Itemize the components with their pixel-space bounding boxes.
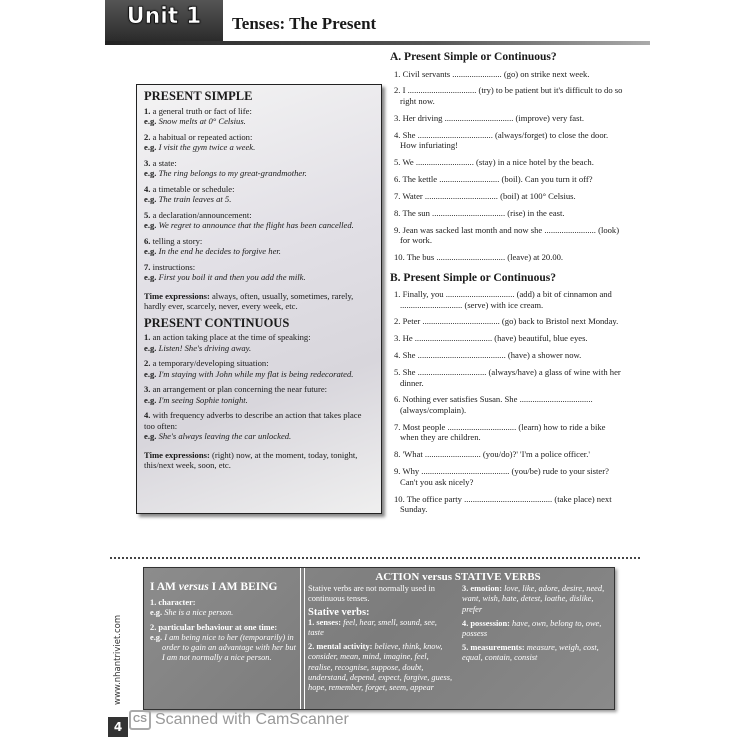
rule-example bbox=[144, 272, 374, 283]
exercise-item bbox=[390, 225, 625, 246]
eg-label: e.g. bbox=[150, 608, 163, 618]
exercise-a bbox=[390, 52, 625, 263]
am-being-list bbox=[150, 598, 298, 663]
rule-item bbox=[144, 158, 374, 179]
item-text: I ................................ (try) to be patient but it's difficult to do so right now. bbox=[400, 85, 623, 106]
item-text: The sun .................................. (rise) in the east. bbox=[402, 207, 565, 218]
stative-title: ACTION versus STATIVE VERBS bbox=[375, 571, 541, 583]
time-text: always, often, usually, sometimes, rarely, hardly ever, scarcely, never, every week, etc. bbox=[144, 290, 354, 311]
item-number: 1. bbox=[150, 598, 157, 608]
exercise-item bbox=[390, 85, 625, 106]
unit-label: Unit 1 bbox=[126, 4, 202, 29]
exercise-item bbox=[390, 289, 625, 310]
eg-label: e.g. bbox=[144, 168, 157, 178]
item-text: Why ......................................... (you/be) rude to your sister? Can't you ask nicely? bbox=[400, 466, 609, 487]
rule-description bbox=[144, 184, 374, 195]
rule-number: 7. bbox=[144, 261, 151, 272]
exercises-column bbox=[390, 52, 625, 525]
item-number: 10. bbox=[394, 252, 405, 263]
rule-text: a temporary/developing situation: bbox=[152, 358, 269, 368]
stative-verbs: have, own, belong to, owe, possess bbox=[462, 618, 602, 639]
time-label: Time expressions: bbox=[144, 290, 210, 301]
stative-verbs: feel, hear, smell, sound, see, taste bbox=[308, 617, 437, 638]
eg-label: e.g. bbox=[144, 342, 157, 353]
rule-example bbox=[144, 343, 374, 354]
website-url: www.nhantriviet.com bbox=[113, 614, 123, 705]
item-text: He .................................... (have) beautiful, blue eyes. bbox=[402, 333, 588, 344]
item-text: Nothing ever satisfies Susan. She .................................. (always/complain). bbox=[400, 394, 593, 415]
camscanner-logo-icon: CS bbox=[129, 710, 151, 730]
eg-label: e.g. bbox=[144, 142, 157, 152]
exercise-item bbox=[390, 316, 625, 327]
item-text: Finally, you ................................ (add) a bit of cinnamon and ............................. (serve) with ice cream. bbox=[400, 289, 612, 310]
rule-number: 2. bbox=[144, 358, 151, 368]
item-text: She ................................... (always/forget) to close the door. How infuriating! bbox=[400, 129, 609, 151]
example-text: Snow melts at 0° Celsius. bbox=[158, 116, 246, 126]
exercise-item bbox=[390, 449, 625, 460]
item-text: The kettle ............................ (boil). Can you turn it off? bbox=[402, 173, 593, 184]
grammar-rules-box bbox=[136, 84, 382, 514]
stative-column-2 bbox=[462, 584, 608, 697]
am-vs-am-being-panel bbox=[150, 582, 298, 667]
stative-intro: Stative verbs are not normally used in continuous tenses. bbox=[308, 584, 435, 604]
item-example bbox=[150, 608, 298, 618]
example-text: Listen! She's driving away. bbox=[158, 342, 252, 353]
item-number: 2. bbox=[150, 622, 157, 632]
rule-number: 4. bbox=[144, 410, 151, 420]
stative-category: 1. senses: bbox=[308, 617, 342, 627]
present-continuous-heading: PRESENT CONTINUOUS bbox=[144, 315, 290, 330]
stative-list-1 bbox=[308, 618, 454, 693]
rule-description bbox=[144, 236, 374, 247]
rule-number: 4. bbox=[144, 183, 151, 194]
rule-text: a declaration/announcement: bbox=[152, 209, 252, 220]
example-text: First you boil it and then you add the milk. bbox=[158, 272, 306, 282]
exercise-item bbox=[390, 394, 625, 415]
example-text: I'm seeing Sophie tonight. bbox=[158, 394, 248, 405]
item-number: 4. bbox=[394, 129, 401, 140]
am-being-heading bbox=[150, 582, 298, 592]
item-example bbox=[150, 633, 298, 664]
item-number: 8. bbox=[394, 449, 401, 460]
rule-item bbox=[144, 358, 374, 379]
item-text: 'What .......................... (you/do)?' 'I'm a police officer.' bbox=[402, 449, 590, 460]
item-text: We ........................... (stay) in a nice hotel by the beach. bbox=[402, 157, 594, 168]
exercise-item bbox=[390, 333, 625, 344]
rule-description bbox=[144, 210, 374, 221]
rule-text: an action taking place at the time of speaking: bbox=[152, 332, 311, 342]
rule-description bbox=[144, 132, 374, 143]
stative-item bbox=[462, 584, 608, 615]
rule-text: instructions: bbox=[152, 261, 196, 272]
rule-text: telling a story: bbox=[152, 235, 203, 246]
eg-label: e.g. bbox=[144, 194, 157, 204]
dotted-divider bbox=[110, 557, 640, 559]
item-label-text: particular behaviour at one time: bbox=[158, 622, 278, 632]
example-text: The ring belongs to my great-grandmother. bbox=[158, 168, 307, 178]
rule-number: 1. bbox=[144, 105, 151, 116]
rule-example bbox=[144, 395, 374, 406]
exercise-a-list bbox=[390, 69, 625, 263]
stative-category: 4. possession: bbox=[462, 618, 510, 628]
rule-text: with frequency adverbs to describe an action that takes place too often: bbox=[144, 410, 362, 431]
rule-item bbox=[144, 410, 374, 442]
eg-label: e.g. bbox=[144, 116, 157, 126]
rule-item bbox=[144, 236, 374, 257]
item-label bbox=[150, 623, 298, 633]
rule-item bbox=[144, 384, 374, 405]
example-text: I'm staying with John while my flat is being redecorated. bbox=[158, 368, 354, 379]
stative-category: 2. mental activity: bbox=[308, 642, 373, 652]
exercise-item bbox=[390, 350, 625, 361]
item-number: 6. bbox=[394, 173, 401, 184]
item-number: 4. bbox=[394, 350, 401, 361]
rule-text: a general truth or fact of life: bbox=[152, 105, 252, 116]
exercise-item bbox=[390, 191, 625, 202]
item-number: 10. bbox=[394, 493, 405, 504]
exercise-item bbox=[390, 174, 625, 185]
present-simple-list bbox=[144, 106, 374, 283]
rule-text: an arrangement or plan concerning the near future: bbox=[152, 384, 328, 394]
example-text: She's always leaving the car unlocked. bbox=[158, 431, 292, 441]
exercise-item bbox=[390, 208, 625, 219]
rule-number: 3. bbox=[144, 157, 151, 168]
item-number: 1. bbox=[394, 289, 401, 300]
item-text: The office party ......................................... (take place) next Sunday. bbox=[400, 493, 612, 515]
eg-label: e.g. bbox=[144, 246, 157, 256]
stative-verbs: believe, think, know, consider, mean, mind, imagine, feel, realise, recognise, suppose, doubt, understand, depend, expect, forgive, guess, hope, remember, forget, seem, appear bbox=[308, 642, 453, 693]
rule-number: 5. bbox=[144, 209, 151, 220]
exercise-item bbox=[390, 113, 625, 124]
watermark-text: Scanned with CamScanner bbox=[155, 711, 349, 728]
rule-description bbox=[144, 358, 374, 369]
rule-description bbox=[144, 410, 374, 431]
stative-item bbox=[308, 642, 454, 693]
rule-description bbox=[144, 158, 374, 169]
rule-example bbox=[144, 142, 374, 153]
rule-text: a timetable or schedule: bbox=[152, 183, 235, 194]
present-continuous-time-expressions bbox=[144, 450, 374, 471]
exercise-item bbox=[390, 466, 625, 487]
rule-text: a habitual or repeated action: bbox=[152, 131, 253, 142]
rule-example bbox=[144, 168, 374, 179]
rule-example bbox=[144, 116, 374, 127]
exercise-item bbox=[390, 422, 625, 443]
page-title: Tenses: The Present bbox=[232, 14, 377, 33]
exercise-b-list bbox=[390, 289, 625, 515]
heading-part: I AM bbox=[150, 581, 176, 593]
eg-label: e.g. bbox=[150, 632, 163, 642]
eg-label: e.g. bbox=[144, 431, 157, 441]
exercise-item bbox=[390, 69, 625, 80]
rule-description bbox=[144, 332, 374, 343]
time-text: (right) now, at the moment, today, tonight, this/next week, soon, etc. bbox=[144, 449, 358, 470]
item-number: 1. bbox=[394, 68, 401, 79]
exercise-item bbox=[390, 252, 625, 263]
rule-item bbox=[144, 106, 374, 127]
exercise-item bbox=[390, 157, 625, 168]
stative-item bbox=[308, 618, 454, 638]
exercise-item bbox=[390, 367, 625, 388]
item-text: Civil servants ....................... (go) on strike next week. bbox=[402, 68, 590, 79]
am-being-item bbox=[150, 598, 298, 618]
am-being-item bbox=[150, 623, 298, 664]
item-text: She ......................................... (have) a shower now. bbox=[402, 350, 582, 361]
item-text: Peter .................................... (go) back to Bristol next Monday. bbox=[402, 316, 619, 327]
rule-number: 6. bbox=[144, 235, 151, 246]
rule-item bbox=[144, 210, 374, 231]
present-simple-time-expressions bbox=[144, 291, 374, 312]
item-text: Her driving ................................ (improve) very fast. bbox=[402, 112, 584, 123]
rule-description bbox=[144, 262, 374, 273]
stative-verbs: love, like, adore, desire, need, want, wish, hate, detest, loathe, dislike, prefer bbox=[462, 584, 605, 614]
item-number: 5. bbox=[394, 157, 401, 168]
rule-item bbox=[144, 332, 374, 353]
stative-column-1 bbox=[308, 584, 454, 697]
rule-text: a state: bbox=[152, 157, 177, 168]
exercise-item bbox=[390, 494, 625, 515]
rule-example bbox=[144, 194, 374, 205]
item-number: 8. bbox=[394, 207, 401, 218]
action-vs-stative-panel bbox=[308, 572, 608, 697]
unit-badge bbox=[105, 0, 223, 42]
present-simple-heading: PRESENT SIMPLE bbox=[144, 89, 253, 103]
exercise-b-heading: B. Present Simple or Continuous? bbox=[390, 271, 557, 284]
stative-verbs: measure, weigh, cost, equal, contain, consist bbox=[462, 643, 599, 663]
example-text: She is a nice person. bbox=[164, 608, 234, 618]
page-number: 4 bbox=[108, 717, 128, 737]
item-label bbox=[150, 598, 298, 608]
stative-category: 5. measurements: bbox=[462, 643, 525, 653]
header-divider bbox=[105, 41, 650, 45]
camscanner-watermark bbox=[129, 710, 349, 730]
item-number: 2. bbox=[394, 85, 401, 96]
time-label: Time expressions: bbox=[144, 449, 210, 460]
item-label-text: character: bbox=[158, 598, 196, 608]
item-text: Jean was sacked last month and now she ........................ (look) for work. bbox=[400, 224, 620, 246]
rule-example bbox=[144, 246, 374, 257]
example-text: In the end he decides to forgive her. bbox=[158, 246, 281, 256]
item-number: 3. bbox=[394, 112, 401, 123]
eg-label: e.g. bbox=[144, 368, 157, 379]
example-text: I am being nice to her (temporarily) in order to gain an advantage with her but I am not normally a nice person. bbox=[162, 632, 296, 663]
rule-example bbox=[144, 431, 374, 442]
item-text: The bus ................................ (leave) at 20.00. bbox=[406, 252, 564, 263]
panel-divider bbox=[300, 568, 305, 709]
eg-label: e.g. bbox=[144, 394, 157, 405]
rule-item bbox=[144, 132, 374, 153]
example-text: The train leaves at 5. bbox=[158, 194, 232, 204]
eg-label: e.g. bbox=[144, 272, 157, 282]
rule-example bbox=[144, 220, 374, 231]
stative-item bbox=[462, 643, 608, 663]
present-continuous-list bbox=[144, 332, 374, 442]
exercise-a-heading: A. Present Simple or Continuous? bbox=[390, 51, 557, 63]
item-text: She ................................ (always/have) a glass of wine with her dinner. bbox=[400, 367, 621, 388]
item-text: Water .................................. (boil) at 100° Celsius. bbox=[402, 190, 576, 201]
item-text: Most people ................................ (learn) how to ride a bike when they are children. bbox=[400, 421, 606, 443]
example-text: I visit the gym twice a week. bbox=[158, 142, 256, 152]
stative-item bbox=[462, 619, 608, 639]
rule-number: 1. bbox=[144, 332, 151, 342]
item-number: 7. bbox=[394, 421, 401, 432]
item-number: 6. bbox=[394, 394, 401, 405]
stative-verbs-box bbox=[143, 567, 615, 710]
eg-label: e.g. bbox=[144, 220, 157, 230]
item-number: 9. bbox=[394, 466, 401, 477]
item-number: 3. bbox=[394, 333, 401, 344]
stative-subheading: Stative verbs: bbox=[308, 606, 370, 618]
item-number: 5. bbox=[394, 367, 401, 378]
rule-number: 2. bbox=[144, 131, 151, 142]
rule-number: 3. bbox=[144, 384, 151, 394]
rule-example bbox=[144, 369, 374, 380]
item-number: 9. bbox=[394, 224, 401, 235]
exercise-item bbox=[390, 130, 625, 151]
heading-part: I AM BEING bbox=[211, 581, 278, 593]
rule-item bbox=[144, 262, 374, 283]
example-text: We regret to announce that the flight has been cancelled. bbox=[158, 220, 354, 230]
stative-category: 3. emotion: bbox=[462, 584, 503, 594]
rule-item bbox=[144, 184, 374, 205]
heading-versus: versus bbox=[178, 581, 209, 593]
rule-description bbox=[144, 384, 374, 395]
item-number: 2. bbox=[394, 316, 401, 327]
exercise-b bbox=[390, 273, 625, 515]
rule-description bbox=[144, 106, 374, 117]
item-number: 7. bbox=[394, 190, 401, 201]
